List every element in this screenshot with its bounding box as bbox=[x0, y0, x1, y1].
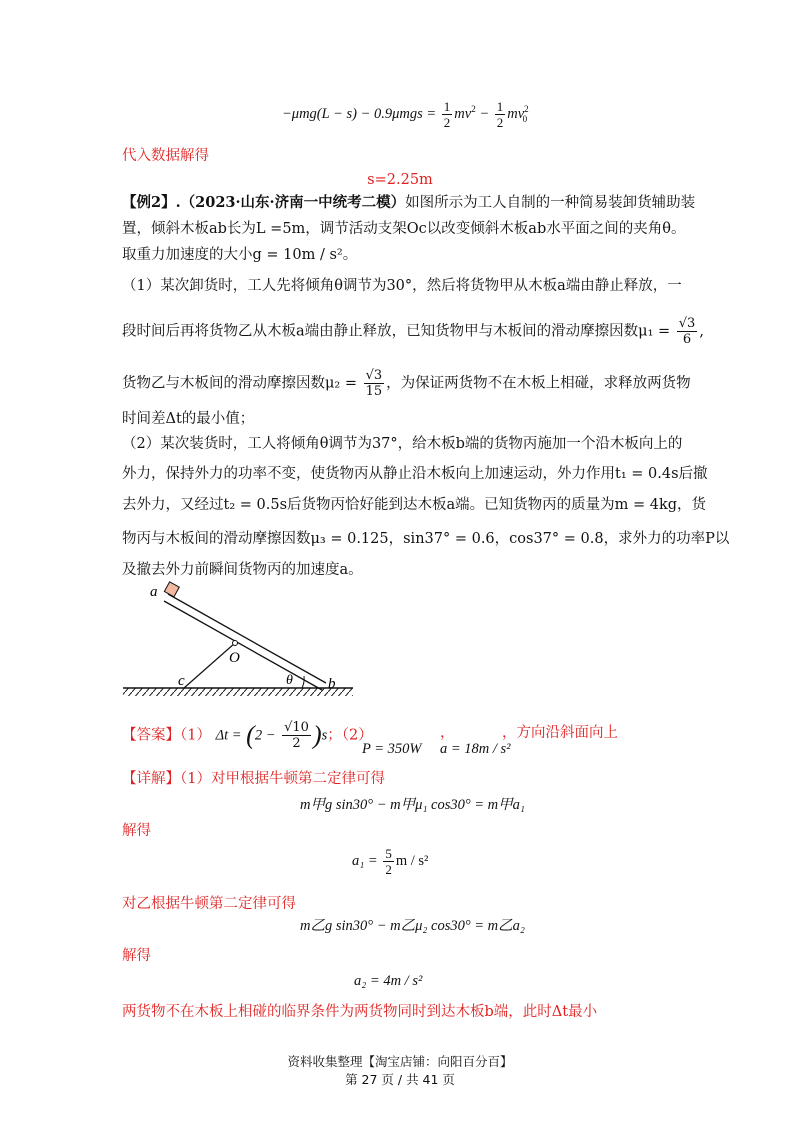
top-equation: −μmg(L − s) − 0.9μmgs = $\frac{1}{2}$ $mv^2$ − $\frac{1}{2}$ $mv^2_0$ bbox=[282, 99, 529, 130]
equation-lhs: −μmg(L − s) − 0.9μmgs = bbox=[282, 105, 437, 122]
label-c: c bbox=[178, 673, 185, 689]
incline-diagram bbox=[118, 580, 358, 705]
critical-condition: 两货物不在木板上相碰的临界条件为两货物同时到达木板b端，此时Δt最小 bbox=[122, 1004, 598, 1020]
sqrt10-fraction: $\frac{√10}{2}$ bbox=[284, 720, 309, 751]
part2-line-3: 去外力，又经过t₂ = 0.5s后货物丙恰好能到达木板a端。已知货物丙的质量为m = 4kg，货 bbox=[122, 497, 707, 513]
part1-line-2: 段时间后再将货物乙从木板a端由静止释放，已知货物甲与木板间的滑动摩擦因数μ₁ = $\frac{√3}{6}$ , bbox=[122, 316, 704, 347]
pivot-O bbox=[233, 641, 238, 646]
example-line-3: 取重力加速度的大小g = 10m / s²。 bbox=[122, 247, 358, 263]
part2-line-2: 外力，保持外力的功率不变，使货物丙从静止沿木板向上加速运动，外力作用t₁ = 0.4s后撤 bbox=[122, 466, 708, 482]
answer-comma: ， bbox=[440, 725, 455, 741]
part1-line-3: 货物乙与木板间的滑动摩擦因数μ₂ = $\frac{√3}{15}$ ，为保证两货物不在木板上相碰，求释放两货物 bbox=[122, 368, 691, 399]
example-line-1: 【例2】.（2023·山东·济南一中统考二模）如图所示为工人自制的一种简易装卸货辅助装 bbox=[122, 194, 696, 211]
equation-yi: m乙g sin30° − m乙μ₂ cos30° = m乙a₂ bbox=[300, 918, 525, 934]
result-s: s=2.25m bbox=[367, 172, 433, 188]
equation-jia: m甲g sin30° − m甲μ₁ cos30° = m甲a₁ bbox=[300, 797, 525, 813]
example-label: 【例2】. bbox=[122, 194, 181, 211]
label-b: b bbox=[328, 676, 336, 692]
part1-line-1: （1）某次卸货时，工人先将倾角θ调节为30°，然后将货物甲从木板a端由静止释放，一 bbox=[122, 278, 682, 294]
label-a: a bbox=[150, 584, 158, 600]
mu2-fraction: $\frac{√3}{15}$ bbox=[365, 368, 383, 399]
answer-power: P = 350W bbox=[362, 741, 422, 757]
answer-line: 【答案】（1） Δt = (2 − $\frac{√10}{2}$ )s；（2） bbox=[122, 720, 373, 751]
answer-direction: ，方向沿斜面向上 bbox=[502, 725, 618, 741]
detail-tag: 【详解】 bbox=[122, 771, 180, 787]
part2-line-5: 及撤去外力前瞬间货物丙的加速度a。 bbox=[122, 562, 363, 578]
part1-line-4: 时间差Δt的最小值； bbox=[122, 411, 255, 427]
a2-result: a₂ = 4m / s² bbox=[354, 973, 423, 989]
solve-2: 解得 bbox=[122, 948, 151, 964]
detail-line-1: 【详解】（1）对甲根据牛顿第二定律可得 bbox=[122, 771, 385, 787]
solve-1: 解得 bbox=[122, 823, 151, 839]
answer-tag: 【答案】 bbox=[122, 727, 180, 744]
example-line-2: 置，倾斜木板ab长为L =5m，调节活动支架Oc以改变倾斜木板ab水平面之间的夹角θ。 bbox=[122, 221, 686, 237]
ground-hatch bbox=[123, 688, 353, 696]
footer-source: 资料收集整理【淘宝店铺：向阳百分百】 bbox=[287, 1054, 513, 1069]
example-source: （2023·山东·济南一中统考二模） bbox=[180, 194, 406, 211]
board-bottom-edge bbox=[164, 601, 322, 690]
mu1-fraction: $\frac{√3}{6}$ bbox=[678, 316, 696, 347]
fraction-half-2: $\frac{1}{2}$ bbox=[496, 99, 504, 130]
label-theta: θ bbox=[286, 673, 293, 688]
label-O: O bbox=[229, 650, 240, 666]
footer-page-number: 第 27 页 / 共 41 页 bbox=[345, 1072, 455, 1087]
angle-arc bbox=[302, 676, 304, 688]
part2-line-1: （2）某次装货时，工人将倾角θ调节为37°，给木板b端的货物丙施加一个沿木板向上的 bbox=[122, 436, 683, 452]
cargo-block bbox=[164, 582, 179, 597]
support-rod bbox=[184, 643, 235, 688]
board-top-edge bbox=[168, 594, 326, 683]
fraction-half-1: $\frac{1}{2}$ bbox=[443, 99, 451, 130]
detail-intro-2: 对乙根据牛顿第二定律可得 bbox=[122, 896, 296, 912]
part2-line-4: 物丙与木板间的滑动摩擦因数μ₃ = 0.125，sin37° = 0.6，cos37° = 0.8，求外力的功率P以 bbox=[122, 531, 730, 547]
solve-intro: 代入数据解得 bbox=[122, 148, 209, 164]
answer-accel: a = 18m / s² bbox=[440, 741, 511, 757]
a1-result: a₁ = $\frac{5}{2}$ m / s² bbox=[352, 846, 429, 877]
a1-fraction: $\frac{5}{2}$ bbox=[385, 846, 392, 877]
